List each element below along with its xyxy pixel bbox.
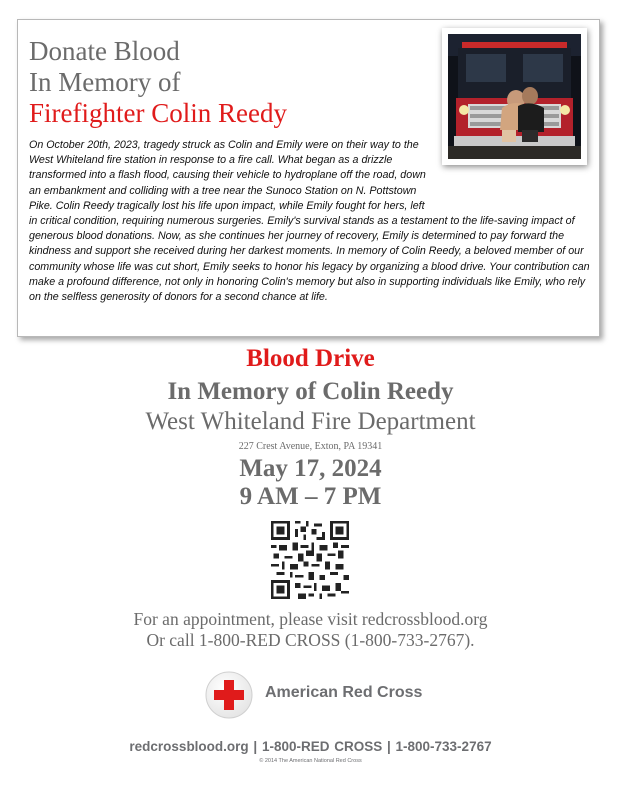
appointment-line1: For an appointment, please visit redcrossblood.org xyxy=(133,609,488,629)
red-cross-logo-icon xyxy=(205,671,253,719)
card-heading-line1: Donate Blood xyxy=(29,36,180,66)
story-paragraph: On October 20th, 2023, tragedy struck as Colin and Emily were on their way to the West Whiteland fire station in response to a fire call. What began as a drizzle transformed into a flash flood, causing their vehicle to hydroplane off the road, down an embankment and colliding with a tree near the Sunoco Station on N. Pottstown Pike. Colin Reedy tragically lost his life upon impact, while Emily fought for hers, left in critical condition, requiring numerous surgeries. Emily's survival stands as a testament to the life-saving impact of generous blood donations. Now, as she continues her journey of recovery, Emily is determined to pay forward the kindness and support she received during her darkest moments. In memory of Colin Reedy, a beloved member of our community whose life was cut short, Emily seeks to honor his legacy by organizing a blood drive. Your contribution can make a profound difference, not only in honoring Colin's memory but also in supporting individuals like Emily, who rely on the selfless generosity of donors for a second chance at life. xyxy=(29,139,590,304)
footer-contact: redcrossblood.org | 1-800-RED CROSS | 1-800-733-2767 xyxy=(129,739,492,754)
event-location: West Whiteland Fire Department xyxy=(145,408,476,435)
footer-copyright: © 2014 The American National Red Cross xyxy=(259,758,362,764)
appointment-line2: Or call 1-800-RED CROSS (1-800-733-2767). xyxy=(146,630,475,650)
red-cross-logo-text: American Red Cross xyxy=(265,684,423,701)
card-heading-line2: In Memory of xyxy=(29,67,181,97)
story-text-block xyxy=(29,138,595,305)
event-address: 227 Crest Avenue, Exton, PA 19341 xyxy=(238,441,383,452)
card-heading-line3: Firefighter Colin Reedy xyxy=(29,98,287,128)
event-date: May 17, 2024 xyxy=(239,455,382,482)
event-subtitle: In Memory of Colin Reedy xyxy=(167,378,454,405)
qr-code-icon[interactable] xyxy=(271,521,349,599)
event-time: 9 AM – 7 PM xyxy=(239,483,382,510)
event-title: Blood Drive xyxy=(246,345,375,372)
